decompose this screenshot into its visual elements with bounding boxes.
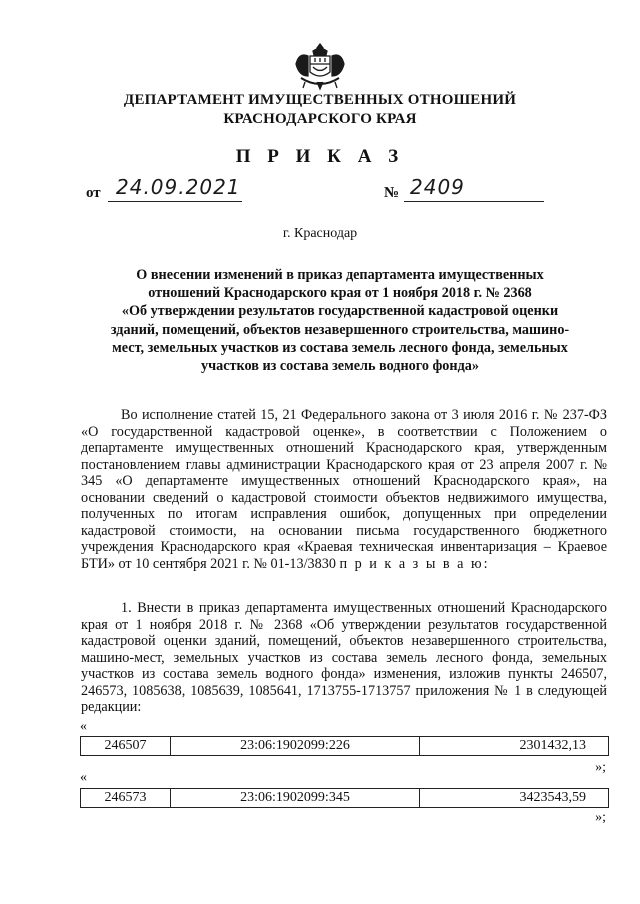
item-1-paragraph: 1. Внести в приказ департамента имущественных отношений Краснодарского края от 1 ноября 2018 г. № 2368 «Об утверждении результатов государственной кадастровой оценки зданий, помещений, объектов незавершенного строительства, машино-мест, земельных участков из состава земель лесного фонда, земельных участков из состава земель водного фонда» изменения, изложив пункты 246507, 246573, 1085638, 1085639, 1085641, 1713755-1713757 приложения № 1 в следующей редакции: — [81, 600, 607, 715]
date-label: от — [86, 185, 101, 201]
preamble-paragraph — [81, 407, 607, 572]
cadastral-value-cell: 3423543,59 — [519, 790, 586, 805]
open-quote: « — [80, 770, 87, 785]
department-name-line-1: ДЕПАРТАМЕНТ ИМУЩЕСТВЕННЫХ ОТНОШЕНИЙ — [123, 92, 517, 108]
handwritten-date: 24.09.2021 — [116, 175, 241, 199]
krasnodar-coat-of-arms-icon — [293, 42, 347, 92]
cadastral-number-cell: 23:06:1902099:345 — [171, 789, 420, 807]
handwritten-number: 2409 — [410, 175, 465, 199]
preamble-text: Во исполнение статей 15, 21 Федерального закона от 3 июля 2016 г. № 237-ФЗ «О государственной кадастровой оценке», в соответствии с Положением о департаменте имущественных отношений Краснодарского края, утвержденным постановлением главы администрации Краснодарского края от 23 апреля 2007 г. № 345 «О департаменте имущественных отношений Краснодарского края», на основании сведений о кадастровой стоимости объектов недвижимого имущества, полученных по итогам исправления ошибок, допущенных при определении кадастровой стоимости, на основании письма государственного бюджетного учреждения Краснодарского края «Краевая техническая инвентаризация – Краевое БТИ» от 10 сентября 2021 г. № 01-13/3830 — [81, 407, 607, 572]
subject-line: мест, земельных участков из состава земель лесного фонда, земельных — [112, 339, 568, 356]
number-label: № — [384, 185, 400, 201]
subject-line: отношений Краснодарского края от 1 ноября 2018 г. № 2368 — [148, 285, 532, 302]
close-quote: »; — [595, 810, 606, 825]
cadastral-value-cell: 2301432,13 — [519, 738, 586, 753]
subject-line: О внесении изменений в приказ департамента имущественных — [136, 267, 544, 283]
close-quote: »; — [595, 760, 606, 775]
order-word: п р и к а з ы в а ю: — [339, 555, 490, 572]
date-line — [86, 175, 246, 204]
order-subject — [80, 266, 600, 375]
date-underline — [108, 201, 242, 202]
row-id-cell: 246573 — [81, 789, 171, 807]
row-id-cell: 246507 — [81, 737, 171, 755]
open-quote: « — [80, 719, 87, 734]
table-row — [80, 736, 609, 756]
subject-line: участков из состава земель водного фонда» — [201, 358, 479, 375]
department-name-line-2: КРАСНОДАРСКОГО КРАЯ — [223, 111, 417, 127]
subject-line: зданий, помещений, объектов незавершенного строительства, машино- — [110, 321, 570, 338]
city-line: г. Краснодар — [282, 226, 358, 241]
table-row — [80, 788, 609, 808]
subject-line: «Об утверждении результатов государственной кадастровой оценки — [121, 303, 559, 320]
cadastral-number-cell: 23:06:1902099:226 — [171, 737, 420, 755]
number-underline — [404, 201, 544, 202]
order-title: П Р И К А З — [235, 146, 405, 167]
number-line — [384, 175, 548, 204]
